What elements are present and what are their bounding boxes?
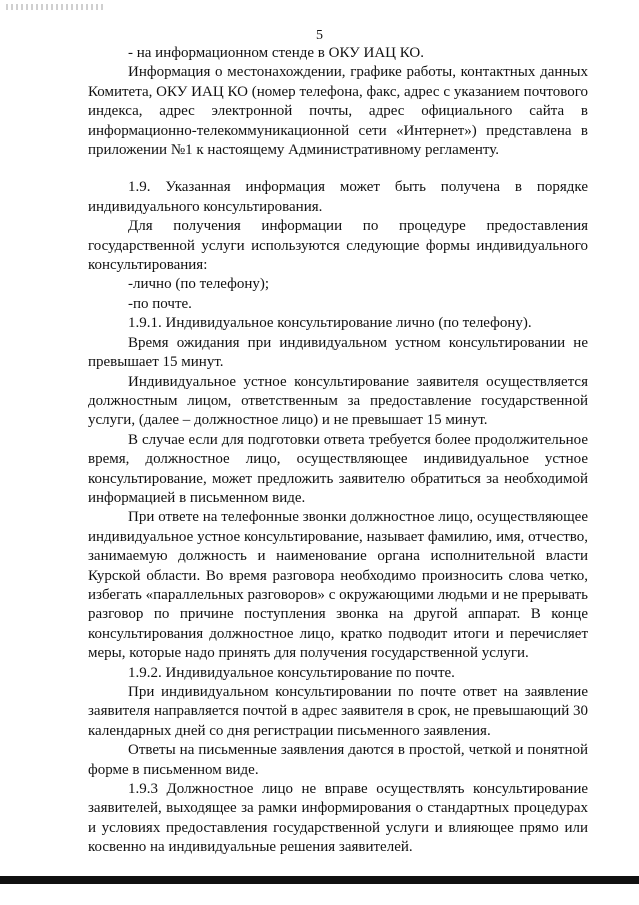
list-item-by-mail: -по почте. <box>128 295 192 312</box>
subsection-heading-1-9-2: 1.9.2. Индивидуальное консультирование по почте. <box>128 664 455 681</box>
document-body <box>88 44 588 858</box>
paragraph-section-1-9: 1.9. Указанная информация может быть получена в порядке индивидуального консультирования. <box>88 179 588 215</box>
paragraph-written-answers: Ответы на письменные заявления даются в простой, четкой и понятной форме в письменном виде. <box>88 742 588 778</box>
subsection-heading-1-9-1: 1.9.1. Индивидуальное консультирование лично (по телефону). <box>128 315 532 332</box>
paragraph-gap <box>88 160 588 178</box>
paragraph-oral-consultation: Индивидуальное устное консультирование заявителя осуществляется должностным лицом, ответственным за предоставление государственной услуги, (далее – должностное лицо) и не превышает 15 минут. <box>88 373 588 429</box>
paragraph-longer-time: В случае если для подготовки ответа требуется более продолжительное время, должностное лицо, осуществляющее индивидуальное устное консультирование, может предложить заявителю обратиться за необходимой информацией в письменном виде. <box>88 431 588 506</box>
paragraph-waiting-time: Время ожидания при индивидуальном устном консультировании не превышает 15 минут. <box>88 334 588 371</box>
scan-artifact <box>6 4 106 10</box>
page-number: 5 <box>316 28 323 43</box>
paragraph-phone-calls: При ответе на телефонные звонки должностное лицо, осуществляющее индивидуальное устное консультирование, называет фамилию, имя, отчество, занимаемую должность и наименование органа исполнительной власти Курской области. Во время разговора необходимо произносить слова четко, избегать «параллельных разговоров» с окружающими людьми и не прерывать разговор по причине поступления звонка на другой аппарат. В конце консультирования должностное лицо, кратко подводит итоги и перечисляет меры, которые надо принять для получения государственной услуги. <box>88 509 588 662</box>
scan-bottom-edge <box>0 876 639 884</box>
paragraph-contact-info: Информация о местонахождении, графике работы, контактных данных Комитета, ОКУ ИАЦ КО (номер телефона, факс, адрес с указанием почтового индекса, адрес электронной почты, адрес официального сайта в информационно-телекоммуникационной сети «Интернет») представлена в приложении №1 к настоящему Административному регламенту. <box>88 64 588 159</box>
paragraph-consultation-forms: Для получения информации по процедуре предоставления государственной услуги используются следующие формы индивидуального консультирования: <box>88 218 588 274</box>
paragraph-mail-response: При индивидуальном консультировании по почте ответ на заявление заявителя направляется почтой в адрес заявителя в срок, не превышающий 30 календарных дней со дня регистрации письменного заявления. <box>88 684 588 739</box>
paragraph-info-stand: - на информационном стенде в ОКУ ИАЦ КО. <box>128 45 424 61</box>
paragraph-section-1-9-3: 1.9.3 Должностное лицо не вправе осуществлять консультирование заявителей, выходящее за рамки информирования о стандартных процедурах и условиях предоставления государственной услуги и влияющее прямо или косвенно на индивидуальные решения заявителей. <box>88 781 588 856</box>
list-item-by-phone: -лично (по телефону); <box>128 276 270 293</box>
